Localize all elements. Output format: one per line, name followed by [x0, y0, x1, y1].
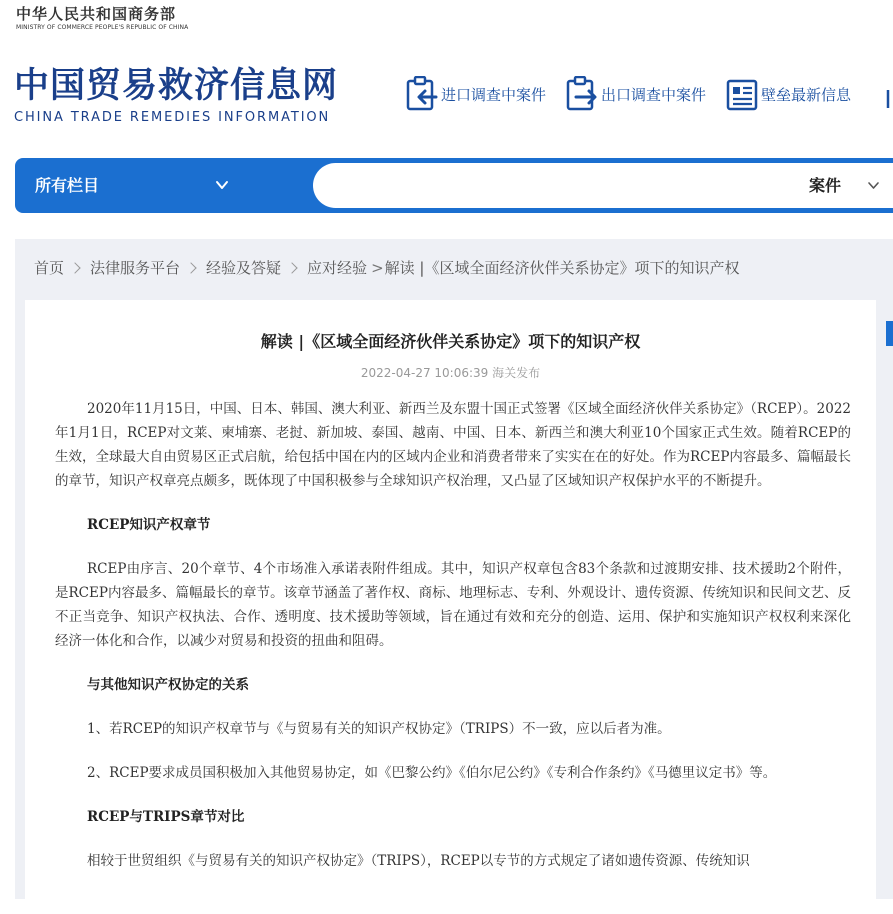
- chevron-down-icon[interactable]: [867, 179, 880, 192]
- breadcrumb-home[interactable]: 首页: [34, 259, 65, 277]
- barrier-news-icon: [726, 76, 758, 112]
- breadcrumb-response-experience[interactable]: 应对经验: [307, 259, 368, 277]
- chevron-down-icon[interactable]: [215, 178, 229, 192]
- quick-link-barrier-news[interactable]: [726, 74, 851, 114]
- article-body: [55, 397, 851, 893]
- search-category-select[interactable]: 案件: [809, 176, 842, 195]
- breadcrumb-separator-icon: [69, 262, 80, 273]
- article-section-heading: RCEP知识产权章节: [87, 517, 211, 533]
- all-columns-menu[interactable]: 所有栏目: [35, 176, 100, 195]
- ministry-name-cn: 中华人民共和国商务部: [16, 5, 177, 23]
- breadcrumb: [34, 257, 739, 278]
- breadcrumb-current: 解读 |《区域全面经济伙伴关系协定》项下的知识产权: [384, 259, 740, 277]
- article-paragraph: RCEP由序言、20个章节、4个市场准入承诺表附件组成。其中，知识产权章包含83个条款和过渡期安排、技术援助2个附件，是RCEP内容最多、篇幅最长的章节。该章节涵盖了著作权、商标、地理标志、专利、外观设计、遗传资源、传统知识和民间文艺、反不正当竞争、知识产权执法、合作、透明度、技术援助等领域，旨在通过有效和充分的创造、运用、保护和实施知识产权权利来深化经济一体化和合作，以减少对贸易和投资的扭曲和阻碍。: [55, 561, 851, 649]
- breadcrumb-separator-icon: [185, 262, 196, 273]
- more-link-icon: [884, 76, 893, 112]
- breadcrumb-separator-icon: >: [371, 258, 384, 277]
- side-tab-accent[interactable]: [886, 321, 893, 346]
- quick-link-label: 出口调查中案件: [601, 85, 707, 104]
- article-paragraph: 2、RCEP要求成员国积极加入其他贸易协定，如《巴黎公约》《伯尔尼公约》《专利合作条约》《马德里议定书》等。: [87, 765, 777, 781]
- site-logo-en: CHINA TRADE REMEDIES INFORMATION: [14, 110, 331, 125]
- quick-link-export-cases[interactable]: [566, 74, 706, 114]
- quick-link-import-cases[interactable]: [406, 74, 546, 114]
- site-logo[interactable]: [14, 64, 338, 128]
- breadcrumb-separator-icon: [286, 262, 297, 273]
- quick-link-more[interactable]: [884, 74, 893, 114]
- article-title: 解读 |《区域全面经济伙伴关系协定》项下的知识产权: [260, 332, 641, 351]
- site-logo-cn: 中国贸易救济信息网: [14, 66, 339, 106]
- article-section-heading: 与其他知识产权协定的关系: [87, 677, 249, 693]
- quick-link-label: 壁垒最新信息: [761, 85, 852, 104]
- ministry-name-en: MINISTRY OF COMMERCE PEOPLE'S REPUBLIC OF CHINA: [16, 24, 189, 31]
- search-input[interactable]: [333, 171, 783, 200]
- article-meta: 2022-04-27 10:06:39 海关发布: [360, 366, 541, 380]
- article: [25, 300, 876, 914]
- article-section-heading: RCEP与TRIPS章节对比: [87, 809, 245, 825]
- import-case-icon: [406, 76, 438, 112]
- article-paragraph: 1、若RCEP的知识产权章节与《与贸易有关的知识产权协定》（TRIPS）不一致，应以后者为准。: [87, 721, 671, 737]
- export-case-icon: [566, 76, 598, 112]
- article-paragraph: 2020年11月15日，中国、日本、韩国、澳大利亚、新西兰及东盟十国正式签署《区域全面经济伙伴关系协定》（RCEP）。2022年1月1日，RCEP对文莱、柬埔寨、老挝、新加坡、泰国、越南、中国、日本、新西兰和澳大利亚10个国家正式生效。随着RCEP的生效，全球最大自由贸易区正式启航，给包括中国在内的区域内企业和消费者带来了实实在在的好处。作为RCEP内容最多、篇幅最长的章节，知识产权章亮点颇多，既体现了中国积极参与全球知识产权治理，又凸显了区域知识产权保护水平的不断提升。: [55, 401, 851, 489]
- main-nav-bar: [15, 158, 893, 213]
- quick-link-label: 进口调查中案件: [441, 85, 547, 104]
- breadcrumb-legal-services[interactable]: 法律服务平台: [90, 259, 181, 277]
- search-box: [313, 163, 893, 208]
- ministry-brand[interactable]: [16, 4, 188, 32]
- article-paragraph: 相较于世贸组织《与贸易有关的知识产权协定》（TRIPS），RCEP以专节的方式规定了诸如遗传资源、传统知识: [87, 853, 750, 869]
- breadcrumb-experience-qa[interactable]: 经验及答疑: [206, 259, 282, 277]
